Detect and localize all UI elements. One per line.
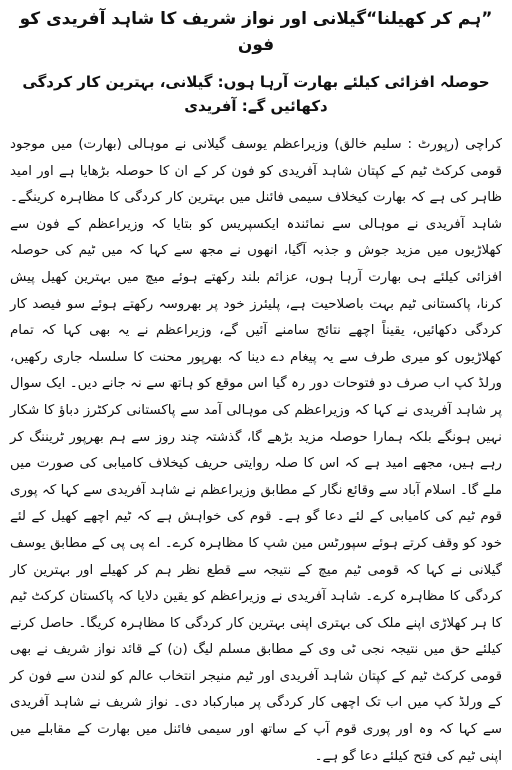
article-body: کراچی (رپورٹ : سلیم خالق) وزیراعظم یوسف گیلانی نے موہالی (بھارت) میں موجود قومی کرکٹ ٹیم کے کپتان شاہد آفریدی کو فون کر کے ان کا حوصلہ بڑھایا ہے اور امید ظاہر کی ہے کہ بھارت کیخلاف سیمی فائنل میں بہترین کار کردگی کا مظاہرہ کرینگے۔ شاہد آفریدی نے موہالی سے نمائندہ ایکسپریس کو بتایا کہ وزیراعظم کے فون سے کھلاڑیوں میں مزید جوش و جذبہ آگیا، انھوں نے مجھ سے کہا کہ میں ٹیم کی حوصلہ افزائی کیلئے ہی بھارت آرہا ہوں، عزائم بلند رکھتے ہوئے میچ میں بہترین کھیل پیش کرنا، پاکستانی ٹیم بہت باصلاحیت ہے، پلیئرز خود پر بھروسہ رکھتے ہوئے سو فیصد کار کردگی دکھائیں، یقیناً اچھے نتائج سامنے آئیں گے، وزیراعظم نے یہ بھی کہا کہ تمام کھلاڑیوں کو میری طرف سے یہ پیغام دے دینا کہ بھرپور محنت کا سلسلہ جاری رکھیں، ورلڈ کپ اب صرف دو فتوحات دور رہ گیا اس موقع کو ہاتھ سے نہ جانے دیں۔ ایک سوال پر شاہد آفریدی نے کہا کہ وزیراعظم کی موہالی آمد سے پاکستانی کرکٹرز دباؤ کا شکار نہیں ہونگے بلکہ ہمارا حوصلہ مزید بڑھے گا، گذشتہ چند روز سے ہم بھرپور ٹریننگ کر رہے ہیں، مجھے امید ہے کہ اس کا صلہ روایتی حریف کیخلاف کامیابی کی صورت میں ملے گا۔ اسلام آباد سے وقائع نگار کے مطابق وزیراعظم نے شاہد آفریدی سے کہا کہ پوری قوم ٹیم کی کامیابی کے لئے دعا گو ہے۔ قوم کی خواہش ہے کہ ٹیم اچھے کھیل کے لئے خود کو وقف کرتے ہوئے سپورٹس مین شپ کا مظاہرہ کرے۔ اے پی پی کے مطابق یوسف گیلانی نے کہا کہ قومی ٹیم میچ کے نتیجہ سے قطع نظر ہم کر کھیلے اور بہترین کار کردگی کا مظاہرہ کرے۔ شاہد آفریدی نے وزیراعظم کو یقین دلایا کہ پاکستان کرکٹ ٹیم کا ہر کھلاڑی اپنے ملک کی بہتری اپنی بہترین کار کردگی کا مظاہرہ کریگا۔ حاصل کرنے کیلئے حق میں نتیجہ نجی ٹی وی کے مطابق مسلم لیگ (ن) کے قائد نواز شریف نے بھی قومی کرکٹ ٹیم کے کپتان شاہد آفریدی اور ٹیم منیجر انتخاب عالم کو لندن سے فون کر کے ورلڈ کپ میں اب تک اچھی کار کردگی پر مبارکباد دی۔ نواز شریف نے شاہد آفریدی سے کہا کہ وہ اور پوری قوم آپ کے ساتھ اور سیمی فائنل میں بھارت کے مقابلے میں اپنی ٹیم کی فتح کیلئے دعا گو ہے۔ — [10, 137, 502, 764]
article-headline: ”ہم کر کھیلنا“گیلانی اور نواز شریف کا شاہد آفریدی کو فون — [19, 9, 493, 55]
article-subheadline: حوصلہ افزائی کیلئے بھارت آرہا ہوں: گیلانی، بہترین کار کردگی دکھائیں گے: آفریدی — [22, 73, 490, 115]
